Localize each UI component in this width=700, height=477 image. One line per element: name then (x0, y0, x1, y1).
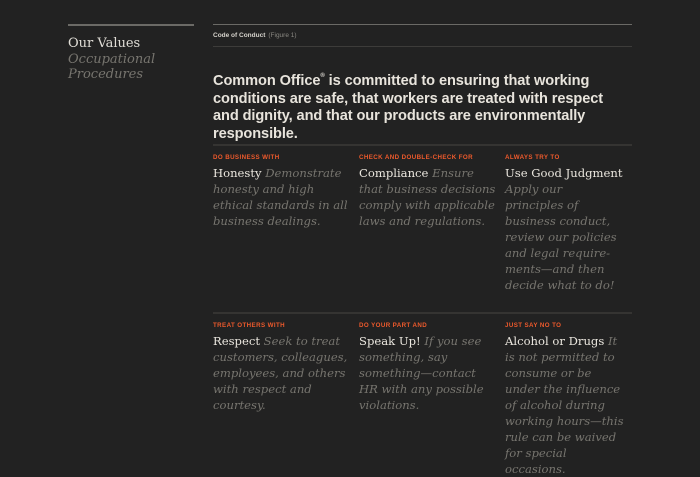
value-card-speak-up (359, 314, 505, 477)
intro-statement (213, 68, 632, 143)
value-eyebrow: DO BUSINESS WITH (213, 154, 280, 161)
value-eyebrow: JUST SAY NO TO (505, 322, 562, 329)
registered-mark: ® (320, 73, 325, 79)
main-content (213, 24, 632, 476)
sidebar-item-occupational-procedures[interactable]: Occupational Procedures (68, 51, 156, 82)
value-description: Ensure that business decisions comply with applicable laws and regulations. (359, 166, 496, 228)
value-card-respect (213, 314, 359, 477)
value-eyebrow: TREAT OTHERS WITH (213, 322, 285, 329)
brand-name: Common Office (213, 73, 321, 89)
figure-caption: (Figure 1) (268, 32, 297, 39)
value-eyebrow: DO YOUR PART AND (359, 322, 428, 329)
value-heading: Compliance (359, 166, 429, 180)
value-heading: Use Good Judgment (505, 166, 623, 180)
value-heading: Honesty (213, 166, 262, 180)
value-description: Demonstrate honesty and high ethical standards in all business dealings. (213, 166, 348, 228)
value-card-good-judgment (505, 146, 632, 293)
value-card-compliance (359, 146, 505, 293)
value-description: Apply our principles of business conduct, review our policies and legal require-ments—and then decide what to do! (505, 182, 617, 292)
value-eyebrow: ALWAYS TRY TO (505, 154, 560, 161)
value-description: If you see something, say something—contact HR with any possible violations. (359, 334, 484, 412)
figure-header (213, 24, 632, 47)
figure-title: Code of Conduct (213, 32, 266, 39)
intro-text: is committed to ensuring that working conditions are safe, that workers are treated with respect and dignity, and that our products are environmentally responsible. (213, 73, 603, 142)
values-row-2 (213, 312, 632, 477)
value-heading: Speak Up! (359, 334, 421, 348)
value-description: Seek to treat customers, colleagues, employees, and others with respect and courtesy. (213, 334, 348, 412)
value-card-honesty (213, 146, 359, 293)
sidebar-item-our-values[interactable]: Our Values (68, 36, 141, 51)
sidebar-nav (68, 24, 194, 83)
value-card-alcohol-drugs (505, 314, 632, 477)
value-description: It is not permitted to consume or be under the influence of alcohol during working hours—this rule can be waived for special occasions. (505, 334, 624, 476)
value-heading: Alcohol or Drugs (505, 334, 605, 348)
value-heading: Respect (213, 334, 260, 348)
value-eyebrow: CHECK AND DOUBLE-CHECK FOR (359, 154, 473, 161)
values-row-1 (213, 144, 632, 293)
